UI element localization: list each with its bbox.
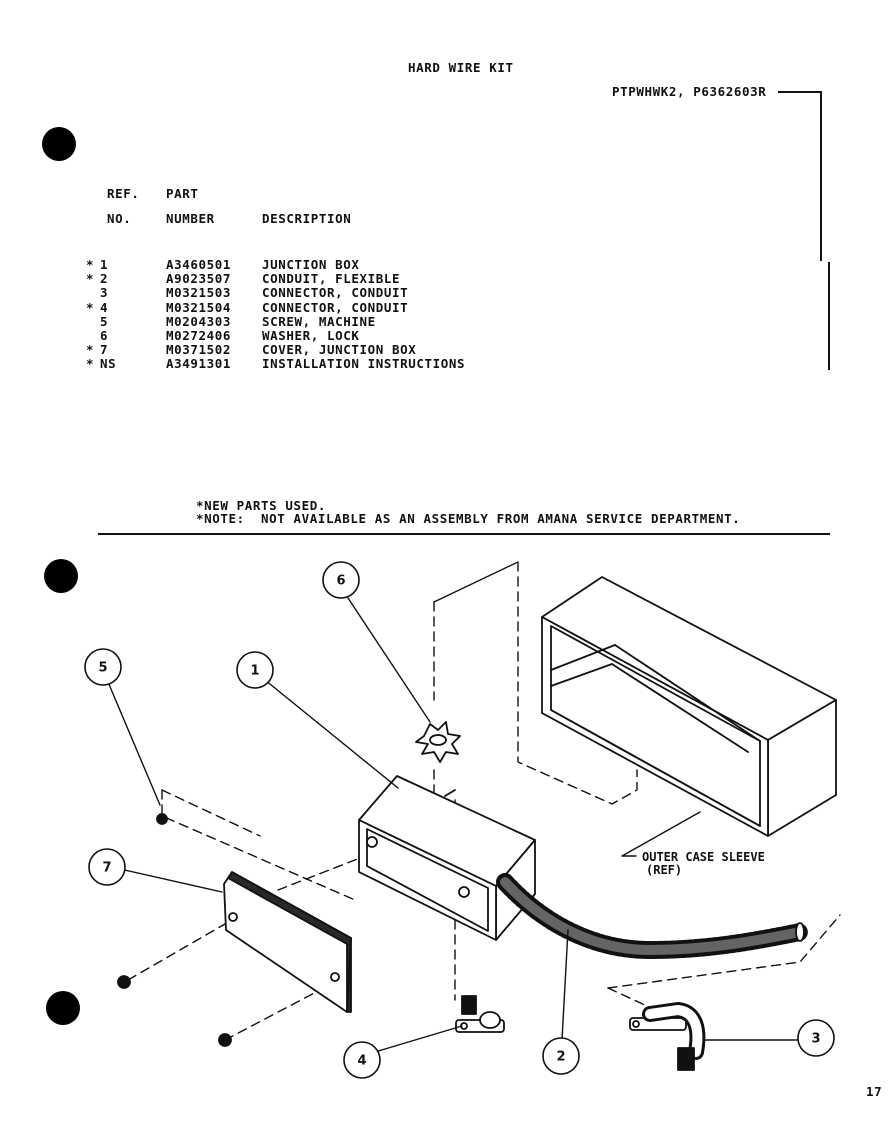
new-part-mark: * (86, 299, 95, 315)
conduit-connector-elbow (630, 1010, 697, 1070)
new-part-mark: * (86, 271, 95, 287)
part-description: INSTALLATION INSTRUCTIONS (262, 356, 466, 372)
availability-note: *NOTE: NOT AVAILABLE AS AN ASSEMBLY FROM AMANA SERVICE DEPARTMENT. (196, 511, 741, 526)
page-number: 17 (866, 1084, 883, 1099)
part-number: M0321503 (166, 285, 232, 301)
callout-4-label: 4 (357, 1053, 367, 1069)
part-number: M0272406 (166, 328, 232, 344)
col-description-heading: DESCRIPTION (262, 211, 352, 226)
part-number: M0204303 (166, 313, 232, 329)
ref-number: 7 (100, 342, 109, 358)
part-description: CONNECTOR, CONDUIT (262, 285, 409, 301)
ref-number: 3 (100, 285, 109, 301)
part-description: JUNCTION BOX (262, 257, 360, 272)
flexible-conduit (505, 882, 804, 950)
outer-case-sleeve-ref: (REF) (646, 863, 683, 877)
ref-number: 2 (100, 271, 109, 287)
part-number: M0371502 (166, 342, 232, 358)
callout-3-label: 3 (811, 1031, 821, 1047)
junction-box (359, 776, 535, 940)
part-number: A3460501 (166, 257, 232, 272)
part-description: SCREW, MACHINE (262, 313, 376, 329)
ref-number: 1 (100, 257, 109, 272)
callout-1-label: 1 (250, 663, 260, 679)
part-description: COVER, JUNCTION BOX (262, 342, 417, 358)
col-part-heading-1: PART (166, 186, 199, 201)
part-description: WASHER, LOCK (262, 328, 360, 344)
ref-number: 6 (100, 328, 109, 344)
part-description: CONDUIT, FLEXIBLE (262, 271, 401, 287)
part-number: M0321504 (166, 299, 232, 315)
col-ref-heading-1: REF. (107, 186, 140, 201)
model-reference: PTPWHWK2, P6362603R (612, 84, 767, 99)
page-title: HARD WIRE KIT (408, 60, 514, 75)
callout-6-label: 6 (336, 573, 346, 589)
part-description: CONNECTOR, CONDUIT (262, 299, 409, 315)
ref-number: NS (100, 356, 117, 372)
lock-washer (416, 722, 460, 762)
new-part-mark: * (86, 356, 95, 372)
new-part-mark: * (86, 257, 95, 272)
callout-2-label: 2 (556, 1049, 566, 1065)
col-ref-heading-2: NO. (107, 211, 132, 226)
outer-case-sleeve-label: OUTER CASE SLEEVE (642, 850, 765, 864)
callout-7-label: 7 (102, 860, 112, 876)
junction-box-cover (224, 872, 351, 1012)
new-parts-note: *NEW PARTS USED. (196, 498, 327, 513)
conduit-connector-straight (456, 996, 504, 1032)
callout-5-label: 5 (98, 660, 108, 676)
new-part-mark: * (86, 342, 95, 358)
outer-case-sleeve (542, 577, 836, 836)
ref-number: 5 (100, 313, 109, 329)
part-number: A3491301 (166, 356, 232, 372)
part-number: A9023507 (166, 271, 232, 287)
ref-number: 4 (100, 299, 109, 315)
col-part-heading-2: NUMBER (166, 211, 215, 226)
